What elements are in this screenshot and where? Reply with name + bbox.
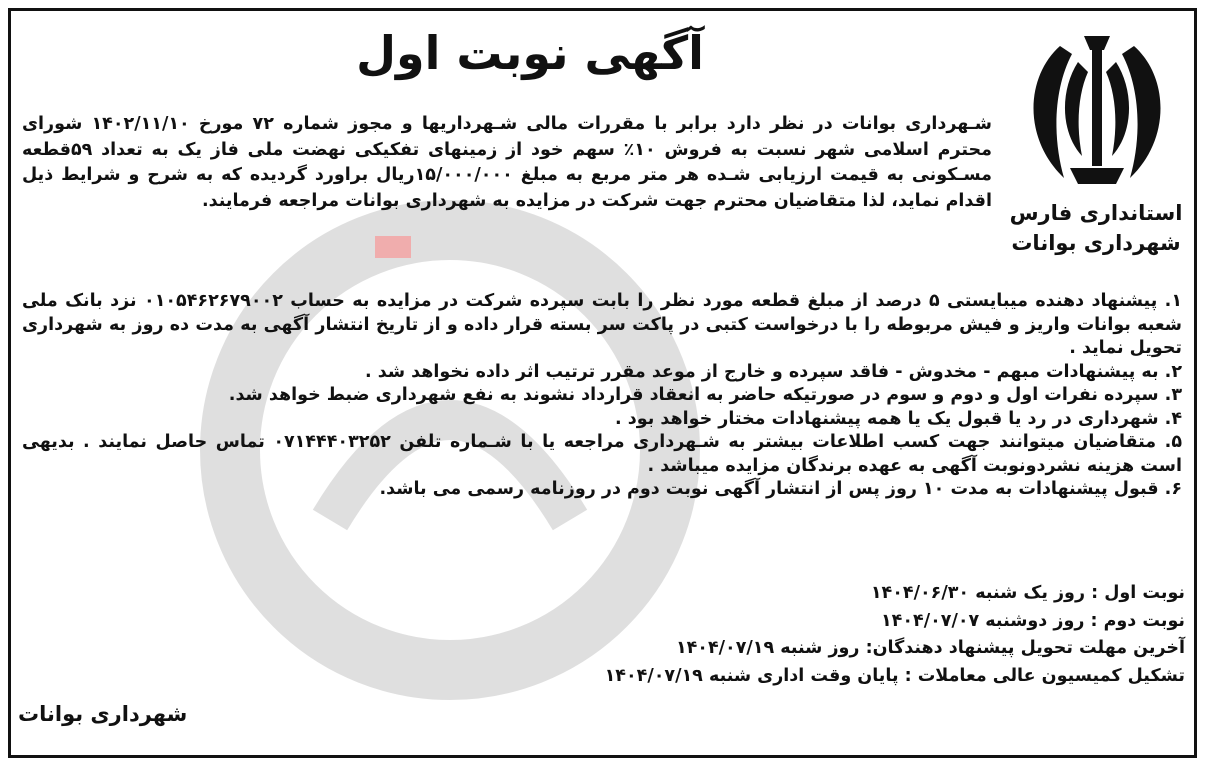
condition-item: ۵. متقاضیان میتوانند جهت کسب اطلاعات بیشتر به شـهرداری مراجعه یا با شـماره تلفن ۰۷۱۴۴۴۰۳۲۵۲ تماس حاصل نمایند . بدیهی است هزینه نشردونوبت آگهی به عهده برندگان مزایده میباشد . xyxy=(22,432,1182,476)
notice-intro: شـهرداری بوانات در نظر دارد برابر با مقررات مالی شـهرداریها و مجوز شماره ۷۲ مورخ ۱۴۰۲/۱۱/۱۰ شورای محترم اسلامی شهر نسبت به فروش ۱۰٪ سهم خود از زمینهای تفکیکی نهضت ملی فاز یک به تعداد ۵۹قطعه مسـکونی به قیمت ارزیابی شـده هر متر مربع به مبلغ ۱۵/۰۰۰/۰۰۰ریال براورد گردیده که به شرح و شرایط ذیل اقدام نماید، لذا متقاضیان محترم جهت شرکت در مزایده به شهرداری بوانات مراجعه فرمایند. xyxy=(22,114,993,211)
condition-item: ۲. به پیشنهادات مبهم - مخدوش - فاقد سپرده و خارج از موعد مقرر ترتیب اثر داده نخواهد شد . xyxy=(364,361,1182,382)
submission-deadline: آخرین مهلت تحویل پیشنهاد دهندگان: روز شنبه ۱۴۰۴/۰۷/۱۹ xyxy=(675,638,1185,658)
notice-title: آگهی نوبت اول xyxy=(356,26,704,80)
commission-date: تشکیل کمیسیون عالی معاملات : پایان وقت اداری شنبه ۱۴۰۴/۰۷/۱۹ xyxy=(604,665,1185,686)
issuer-municipality: شهرداری بوانات xyxy=(1011,231,1181,255)
issuer-block xyxy=(1002,198,1190,258)
second-publication-date: نوبت دوم : روز دوشنبه ۱۴۰۴/۰۷/۰۷ xyxy=(880,610,1185,631)
issuer-province: استانداری فارس xyxy=(1009,201,1183,225)
condition-item: ۶. قبول پیشنهادات به مدت ۱۰ روز پس از انتشار آگهی نوبت دوم در روزنامه رسمی می باشد. xyxy=(379,479,1182,499)
schedule-block xyxy=(200,580,1185,690)
condition-item: ۴. شهرداری در رد یا قبول یک یا همه پیشنهادات مختار خواهد بود . xyxy=(615,408,1182,429)
condition-item: ۱. پیشنهاد دهنده میبایستی ۵ درصد از مبلغ قطعه مورد نظر را بابت سپرده شرکت در مزایده به حساب ۰۱۰۵۴۶۲۶۷۹۰۰۲ نزد بانک ملی شعبه بوانات واریز و فیش مربوطه را با درخواست کتبی در پاکت سر بسته قرار داده و از تاریخ انتشار آگهی به مدت ده روز به شهرداری تحویل نماید . xyxy=(22,291,1183,358)
condition-item: ۳. سپرده نفرات اول و دوم و سوم در صورتیکه حاضر به انعقاد قرارداد نشوند به نفع شهرداری ضبط خواهد شد. xyxy=(228,385,1182,405)
conditions-list xyxy=(22,290,1182,502)
first-publication-date: نوبت اول : روز یک شنبه ۱۴۰۴/۰۶/۳۰ xyxy=(870,583,1185,603)
signature: شهرداری بوانات xyxy=(18,702,188,726)
iran-emblem-icon xyxy=(1012,28,1182,188)
